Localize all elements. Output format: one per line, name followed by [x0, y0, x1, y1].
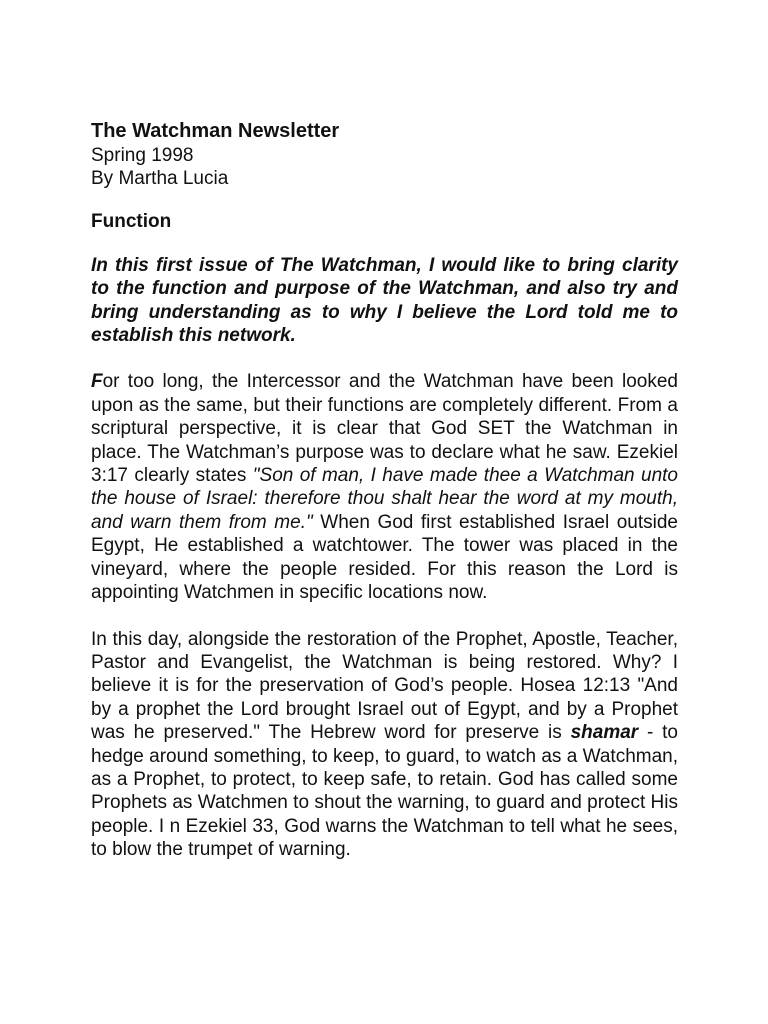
paragraph-1-text-a: or too long, the Intercessor and the Watchman have been looked upon as the same, but their functions are completely different. From a scriptural perspective, it is clear that God SET the Watchman in place. The Watchman’s purpose was to declare what he saw. Ezekiel 3:17 clearly states: [91, 371, 678, 487]
paragraph-2-text-b: - to hedge around something, to keep, to guard, to watch as a Watchman, as a Prophet, to protect, to keep safe, to retain. God has called some Prophets as Watchmen to shout the warning, to guard and protect His people. I n Ezekiel 33, God warns the Watchman to tell what he sees, to blow the trumpet of warning.: [91, 722, 678, 861]
hebrew-term: shamar: [570, 722, 639, 744]
lead-paragraph: In this first issue of The Watchman, I would like to bring clarity to the function and purpose of the Watchman, and also try and bring understanding as to why I believe the Lord told me to establish this network.: [91, 254, 678, 347]
drop-initial: F: [91, 371, 103, 393]
document-page: [91, 118, 678, 862]
byline: By Martha Lucia: [91, 168, 229, 190]
body-paragraph-2: [91, 628, 678, 862]
paragraph-1-text-b: When God first established Israel outside Egypt, He established a watchtower. The tower was placed in the vineyard, where the people resided. For this reason the Lord is appointing Watchmen in specific locations now.: [91, 511, 678, 604]
body-paragraph-1: [91, 370, 678, 604]
newsletter-title: The Watchman Newsletter: [91, 120, 340, 142]
issue-date: Spring 1998: [91, 145, 194, 166]
section-heading: Function: [91, 210, 172, 232]
paragraph-2-text-a: In this day, alongside the restoration of the Prophet, Apostle, Teacher, Pastor and Evangelist, the Watchman is being restored. Why? I believe it is for the preservation of God’s people. Hosea 12:13 "And by a prophet the Lord brought Israel out of Egypt, and by a Prophet was he preserved." The Hebrew word for preserve is: [91, 628, 678, 744]
scripture-quote: "Son of man, I have made thee a Watchman unto the house of Israel: therefore thou shalt hear the word at my mouth, and warn them from me.": [91, 465, 678, 533]
